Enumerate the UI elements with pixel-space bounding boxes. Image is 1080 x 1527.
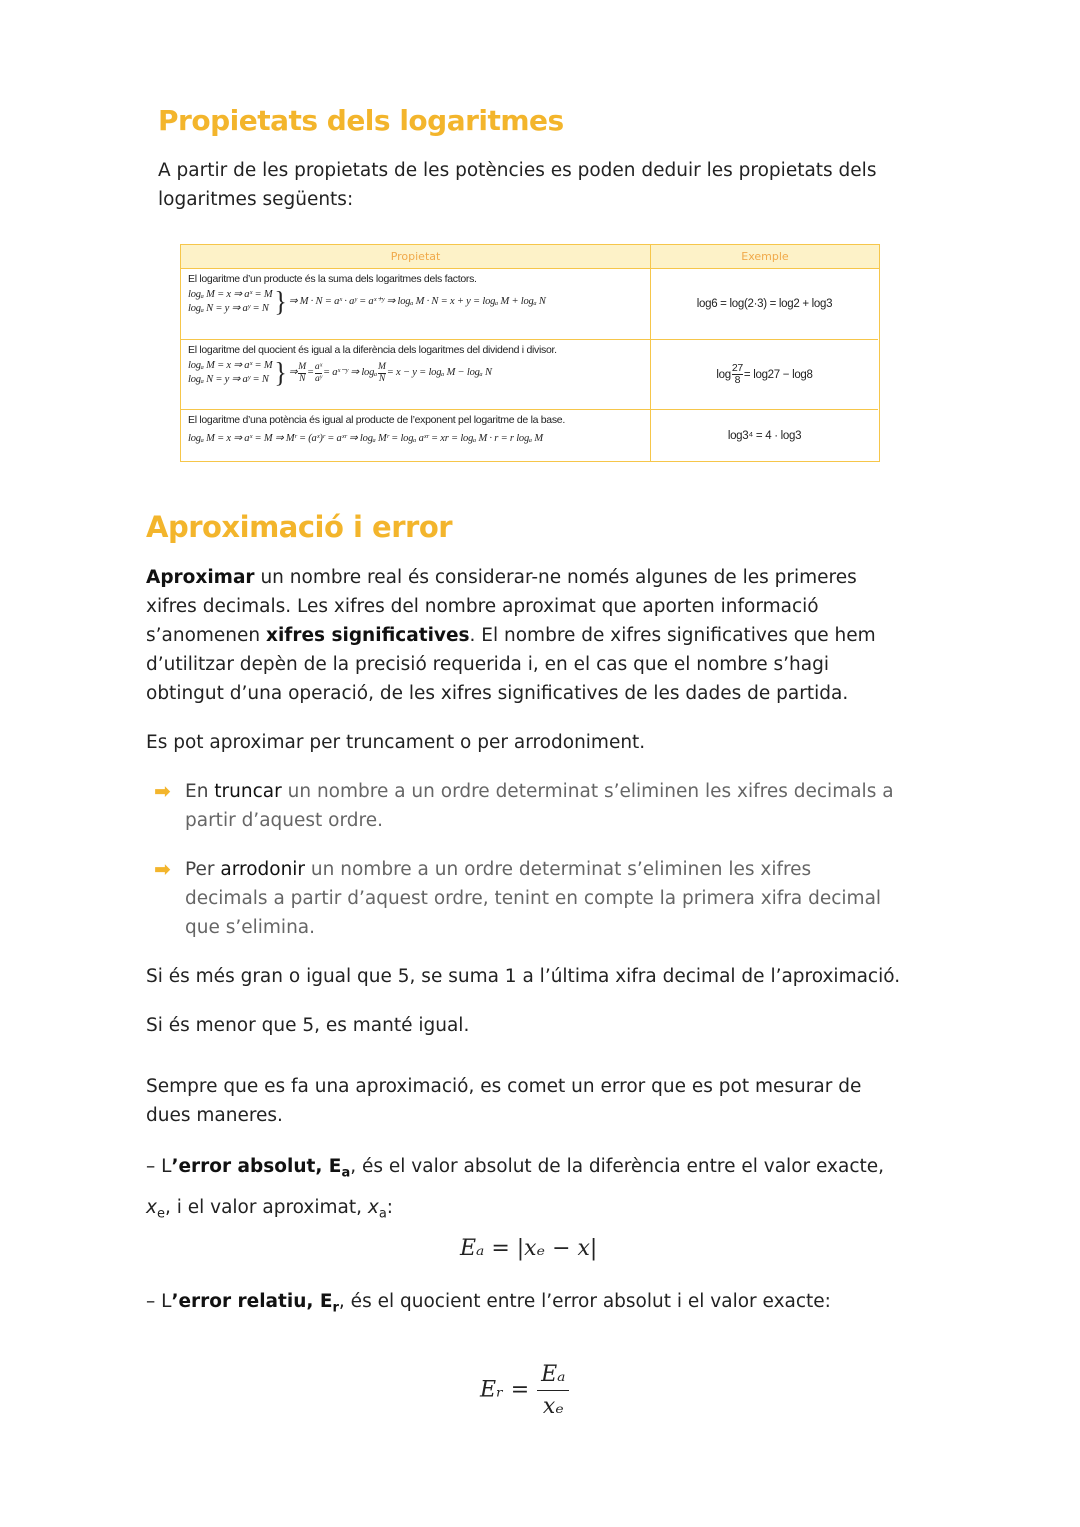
table-row-quotient [181, 340, 878, 410]
arrow-right-icon: ➡ [154, 779, 171, 803]
relative-error-formula: Eᵣ = $\frac{\text{Eₐ}}{\text{xₑ}}$ [480, 1362, 569, 1419]
derivation-result: ⇒ M · N = aˣ · aʸ = aˣ⁺ʸ ⇒ logₐ M · N = x + y = logₐ M + logₐ N [288, 296, 546, 307]
derivation-middle: = aˣ⁻ʸ ⇒ logₐ [322, 367, 378, 378]
absolute-error-definition: – L’error absolut, $E_a$, és el valor absolut de la diferència entre el valor exacte, $x_e$, i el valor aproximat, $x_a$: [146, 1156, 885, 1222]
table-row-power [181, 410, 878, 461]
row-description: El logaritme d’un producte és la suma dels logaritmes dels factors. [188, 273, 477, 285]
logarithm-properties-table [180, 244, 880, 462]
list-item-truncate: ➡ En truncar un nombre a un ordre determinat s’eliminen les xifres decimals a partir d’aquest ordre. [154, 779, 894, 831]
fraction: $\frac{\text{aˣ}}{\text{aʸ}}$ [314, 361, 322, 384]
methods-paragraph: Es pot aproximar per truncament o per arrodoniment. [146, 732, 646, 753]
section-title-logarithm-properties: Propietats dels logaritmes [158, 104, 564, 137]
fraction: $\frac{27}{8}$ [731, 362, 743, 386]
brace-icon: } [274, 285, 287, 318]
arrow-right-icon: ➡ [154, 857, 171, 881]
fraction: $\frac{M}{N}$ [378, 361, 386, 384]
row-example: log3⁴ = 4 · log3 [727, 429, 802, 442]
row-derivation: logₐ M = x ⇒ aˣ = M ⇒ Mʳ = (aˣ)ʳ = aˣʳ ⇒ logₐ Mʳ = logₐ aˣʳ = xr = logₐ M · r = r logₐ M [188, 433, 543, 444]
table-header-property: Propietat [181, 245, 651, 269]
derivation-end: = x − y = logₐ M − logₐ N [386, 367, 492, 378]
rounding-rule-keep: Si és menor que 5, es manté igual. [146, 1015, 470, 1036]
table-row-product [181, 269, 878, 340]
row-derivation [188, 285, 643, 318]
derivation-line-2: logₐ N = y ⇒ aʸ = N [188, 374, 269, 385]
relative-error-definition: – L’error relatiu, $E_r$, és el quocient entre l’error absolut i el valor exacte: [146, 1291, 831, 1316]
absolute-error-formula: Eₐ = |xₑ − x| [460, 1236, 598, 1261]
rounding-rule-up: Si és més gran o igual que 5, se suma 1 a l’última xifra decimal de l’aproximació. [146, 966, 901, 987]
fraction: $\frac{\text{Eₐ}}{\text{xₑ}}$ [537, 1362, 569, 1419]
section-title-approximation-error: Aproximació i error [146, 510, 453, 544]
list-item-round: ➡ Per arrodonir un nombre a un ordre determinat s’eliminen les xifres decimals a partir d’aquest ordre, tenint en compte la primera xifra decimal que s’elimina. [154, 857, 882, 938]
row-description: El logaritme d’una potència és igual al producte de l’exponent pel logaritme de la base. [188, 414, 565, 426]
derivation-line-2: logₐ N = y ⇒ aʸ = N [188, 303, 269, 314]
row-example: log6 = log(2·3) = log2 + log3 [696, 298, 833, 310]
table-header-example: Exemple [651, 245, 879, 269]
brace-icon: } [274, 356, 287, 389]
derivation-prefix: ⇒ [288, 367, 298, 378]
intro-paragraph: A partir de les propietats de les potències es poden deduir les propietats dels logaritmes següents: [158, 160, 877, 210]
approximation-paragraph: Aproximar un nombre real és considerar-ne només algunes de les primeres xifres decimals. Les xifres del nombre aproximat que aporten informació s’anomenen xifres significatives. El nombre de xifres significatives que hem d’utilitzar depèn de la precisió requerida i, en el cas que el nombre s’hagi obtingut d’una operació, de les xifres significatives de les dades de partida. [146, 567, 876, 704]
derivation-line-1: logₐ M = x ⇒ aˣ = M [188, 360, 273, 371]
row-example: log $\frac{27}{8}$ = log27 − log8 [716, 362, 813, 386]
derivation-line-1: logₐ M = x ⇒ aˣ = M [188, 289, 273, 300]
fraction: $\frac{M}{N}$ [298, 361, 307, 384]
row-description: El logaritme del quocient és igual a la diferència dels logaritmes del dividend i divisor. [188, 344, 557, 356]
row-derivation: logₐ M = x ⇒ aˣ = M logₐ N = y ⇒ aʸ = N } ⇒ $\frac{M}{N}$ = $\frac{\text{aˣ}}{\text{aʸ}}$ = aˣ⁻ʸ ⇒ logₐ $\frac{M}{N}$ = x − y = logₐ M − logₐ N [188, 356, 492, 389]
error-intro-paragraph: Sempre que es fa una aproximació, es comet un error que es pot mesurar de dues maneres. [146, 1076, 862, 1126]
